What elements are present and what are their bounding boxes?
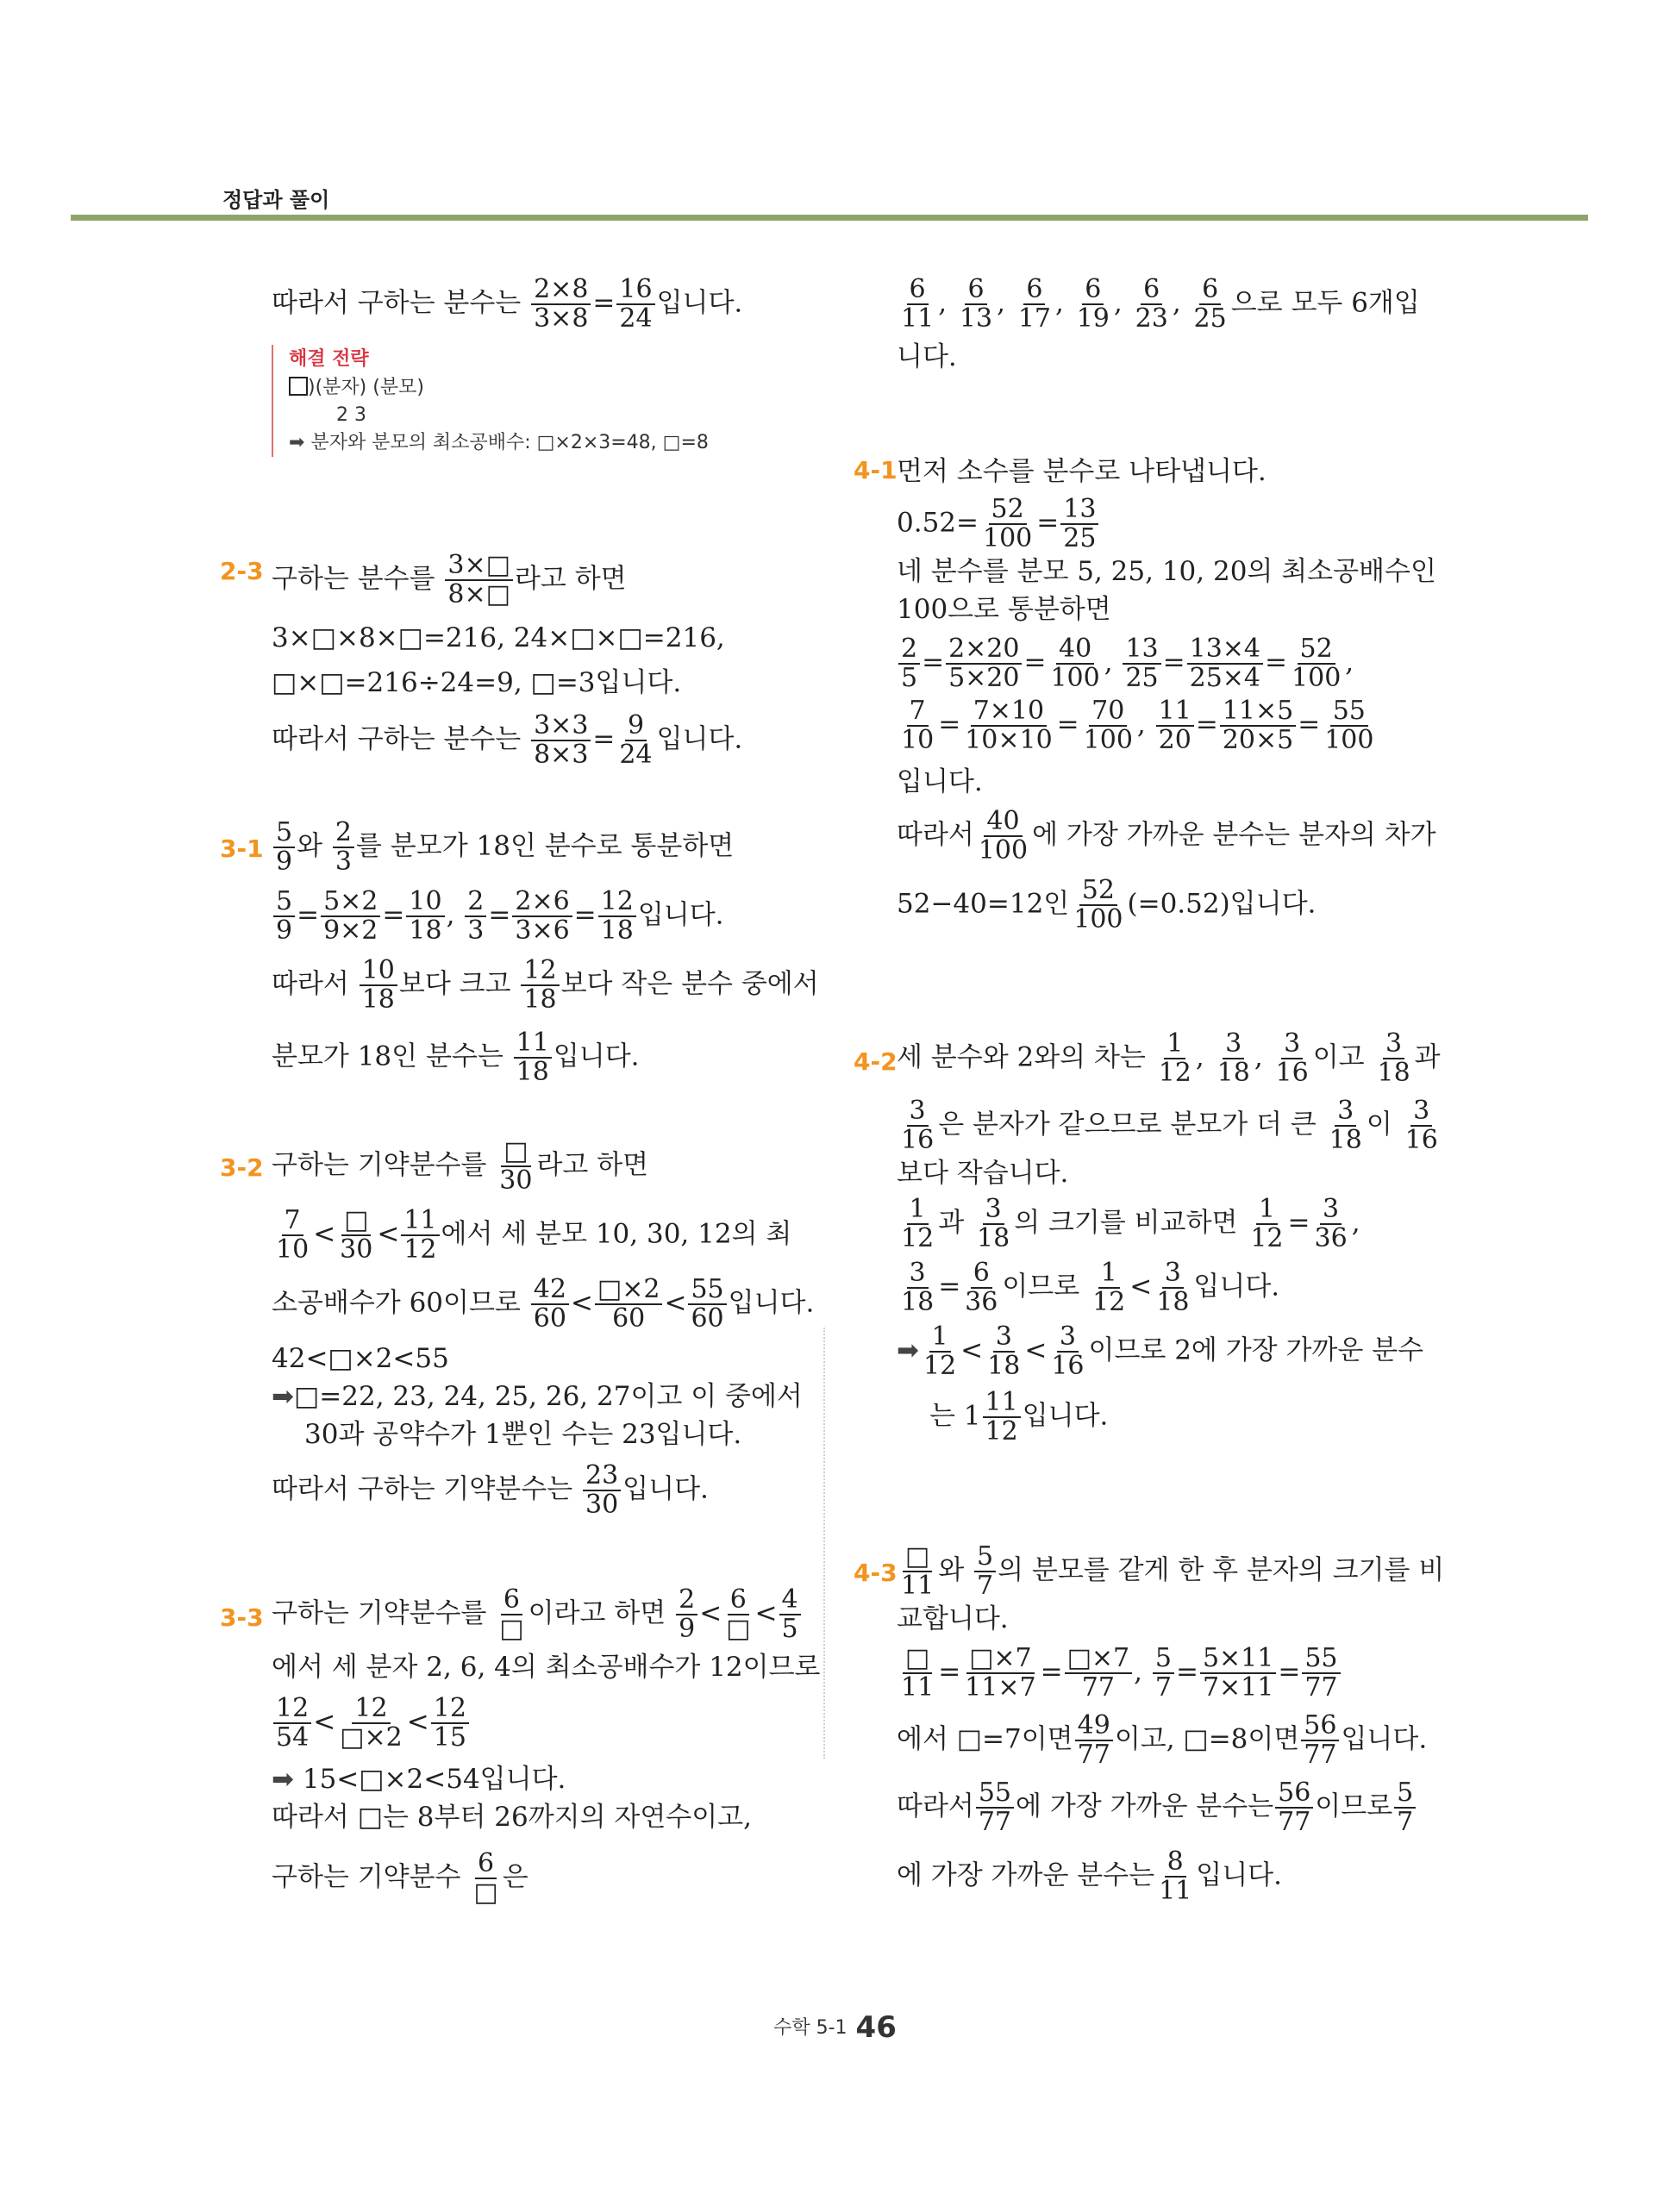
arrow-icon: ➡ [289,432,305,453]
text-line: 100으로 통분하면 [897,594,1111,625]
fraction: $\frac{3\times 3}{8\times 3}$ [531,712,591,769]
text-line: 따라서 □는 8부터 26까지의 자연수이고, [272,1802,752,1833]
strategy-title: 해결 전략 [289,348,369,370]
text-line: 에서 □=7이면 $\frac{49}{77}$ 이고, □=8이면 $\frac{56}{77}$ 입니다. [897,1710,1428,1770]
fraction: $\frac{9}{24}$ [619,710,653,770]
page-footer [0,2010,1670,2045]
text-line: 42<□×2<55 [272,1343,449,1374]
fraction: $\frac{5}{9}$ [273,819,295,876]
equation-line: $\frac{6}{11}$ , $\frac{6}{13}$ , $\frac{6}{17}$ , $\frac{6}{19}$ , $\frac{6}{23}$ , $\frac{6}{25}$ 으로 모두 6개입 [901,274,1420,334]
text-line: $\frac{1}{12}$ 과 $\frac{3}{18}$ 의 크기를 비교하면 $\frac{1}{12}$ = $\frac{3}{36}$ , [901,1194,1360,1253]
problem-3-2 [220,1138,841,1519]
text-line: $\frac{3}{18}$ = $\frac{6}{36}$ 이므로 $\frac{1}{12}$ < $\frac{3}{18}$ 입니다. [901,1258,1280,1317]
text-line: 먼저 소수를 분수로 나타냅니다. [897,456,1267,487]
text-line: 는 1 $\frac{11}{12}$ 입니다. [929,1387,1109,1447]
text-line: 구하는 기약분수를 $\frac{6}{□}$ 이라고 하면 $\frac{2}{9}$ < $\frac{6}{□}$ < $\frac{4}{5}$ [220,1586,841,1643]
text-line: 3×□×8×□=216, 24×□×□=216, [272,622,725,653]
problem-3-1 [220,819,841,1086]
text-line: $\frac{5}{9}$ 와 $\frac{2}{3}$ 를 분모가 18인 분수로 통분하면 [220,819,841,876]
problem-4-2 [854,1030,1474,1446]
intro-block [220,276,841,457]
equation-line: $\frac{□}{11}$ = $\frac{□\times 7}{11\times 7}$ = $\frac{□\times 7}{77}$ , $\frac{5}{7}$ = $\frac{5\times 11}{7\times 11}$ = $\frac{55}{77}$ [854,1645,1474,1702]
problem-3-3 [220,1586,841,1907]
problem-number: 4-1 [854,456,898,484]
strategy-line: 2 3 [336,404,366,426]
fraction: $\frac{3\times□}{8\times□}$ [445,552,513,609]
text-line: $\frac{3}{16}$ 은 분자가 같으므로 분모가 더 큰 $\frac{3}{18}$ 이 $\frac{3}{16}$ [901,1096,1438,1155]
equation-line: $\frac{5}{9}$ = $\frac{5\times 2}{9\times 2}$ = $\frac{10}{18}$ , $\frac{2}{3}$ = $\frac{2\times 6}{3\times 6}$ = $\frac{12}{18}$ 입니다. [220,888,841,945]
text-line: 따라서 $\frac{40}{100}$ 에 가장 가까운 분수는 분자의 차가 [897,806,1436,865]
fraction: $\frac{16}{24}$ [616,276,654,333]
problem-number: 4-3 [854,1559,898,1587]
problem-number: 2-3 [220,557,264,585]
arrow-icon: ➡ [272,1381,294,1412]
text-line: 에 가장 가까운 분수는 $\frac{8}{11}$ 입니다. [897,1846,1282,1906]
text-line: 보다 작습니다. [897,1158,1069,1189]
intro-line: 따라서 구하는 분수는 $\frac{2\times 8}{3\times 8}$ = $\frac{16}{24}$ 입니다. [272,274,743,334]
column-divider [823,1328,825,1759]
text-line: 교합니다. [897,1603,1009,1634]
text-line: 따라서 구하는 기약분수는 $\frac{23}{30}$ 입니다. [272,1460,709,1520]
text-line: 구하는 기약분수를 $\frac{□}{30}$ 라고 하면 [272,1136,649,1196]
problem-number: 4-2 [854,1047,898,1076]
equation-line: $\frac{7}{10}$ < $\frac{□}{30}$ < $\frac{11}{12}$ 에서 세 분모 10, 30, 12의 최 [276,1205,792,1265]
text-line: ➡ $\frac{1}{12}$ < $\frac{3}{18}$ < $\frac{3}{16}$ 이므로 2에 가장 가까운 분수 [897,1322,1424,1381]
problem-number: 3-2 [220,1153,264,1182]
text-line: 에서 세 분자 2, 6, 4의 최소공배수가 12이므로 [272,1652,821,1683]
header-rule [71,215,1588,221]
text-line: ➡□=22, 23, 24, 25, 26, 27이고 이 중에서 [272,1381,803,1412]
text-line: 따라서 구하는 분수는 $\frac{3\times 3}{8\times 3}$ = $\frac{9}{24}$ 입니다. [272,710,743,770]
text-line: 52−40=12인 $\frac{52}{100}$ (=0.52)입니다. [897,875,1317,934]
text-line: 분모가 18인 분수는 $\frac{11}{18}$ 입니다. [272,1028,640,1087]
text-line: 30과 공약수가 1뿐인 수는 23입니다. [304,1419,742,1450]
equation-line: $\frac{12}{54}$ < $\frac{12}{□\times 2}$ < $\frac{12}{15}$ [220,1695,841,1752]
fraction: $\frac{2\times 8}{3\times 8}$ [531,276,591,333]
page-header: 정답과 풀이 [222,188,330,212]
text-line: 세 분수와 2와의 차는 $\frac{1}{12}$ , $\frac{3}{18}$ , $\frac{3}{16}$ 이고 $\frac{3}{18}$ 과 [897,1028,1441,1088]
strategy-box [272,345,841,457]
strategy-line: ➡ 분자와 분모의 최소공배수: □×2×3=48, □=8 [289,432,709,453]
text-line: $\frac{□}{11}$ 와 $\frac{5}{7}$ 의 분모를 같게 한 후 분자의 크기를 비 [901,1541,1445,1601]
text-line: 따라서 $\frac{55}{77}$ 에 가장 가까운 분수는 $\frac{56}{77}$ 이므로 $\frac{5}{7}$ [854,1779,1474,1836]
problem-4-1 [854,453,1474,934]
equation-line: 0.52= $\frac{52}{100}$ = $\frac{13}{25}$ [854,496,1474,553]
continuation-block [854,276,1474,376]
problem-number: 3-1 [220,834,264,863]
text-line: 네 분수를 분모 5, 25, 10, 20의 최소공배수인 [897,556,1436,587]
fraction: $\frac{2}{3}$ [333,819,354,876]
text-line: 구하는 기약분수 $\frac{6}{□}$ 은 [272,1848,529,1908]
footer-subject: 수학 5-1 [773,2017,848,2039]
text-line: 따라서 $\frac{10}{18}$ 보다 크고 $\frac{12}{18}$ 보다 작은 분수 중에서 [272,955,819,1015]
arrow-icon: ➡ [272,1764,294,1795]
problem-number: 3-3 [220,1603,264,1632]
text-line: ➡ 15<□×2<54입니다. [272,1764,566,1795]
equation-line: $\frac{2}{5}$ = $\frac{2\times 20}{5\times 20}$ = $\frac{40}{100}$ , $\frac{13}{25}$ = $\frac{13\times 4}{25\times 4}$ = $\frac{52}{100}$ , [854,635,1474,692]
equation-line: 소공배수가 60이므로 $\frac{42}{60}$ < $\frac{□\times 2}{60}$ < $\frac{55}{60}$ 입니다. [272,1274,815,1334]
problem-4-3 [854,1543,1474,1905]
text-line: 구하는 분수를 $\frac{3\times□}{8\times□}$ 라고 하면 [272,550,627,609]
page-number: 46 [855,2010,897,2045]
strategy-line: )(분자) (분모) [289,374,841,402]
text-line: 니다. [897,341,957,372]
text-line: □×□=216÷24=9, □=3입니다. [272,667,682,698]
text-line: 입니다. [897,766,983,797]
arrow-icon: ➡ [897,1334,919,1366]
equation-line: $\frac{7}{10}$ = $\frac{7\times 10}{10\times 10}$ = $\frac{70}{100}$ , $\frac{11}{20}$ = $\frac{11\times 5}{20\times 5}$ = $\frac{55}{100}$ [901,696,1374,755]
problem-2-3 [220,552,841,769]
